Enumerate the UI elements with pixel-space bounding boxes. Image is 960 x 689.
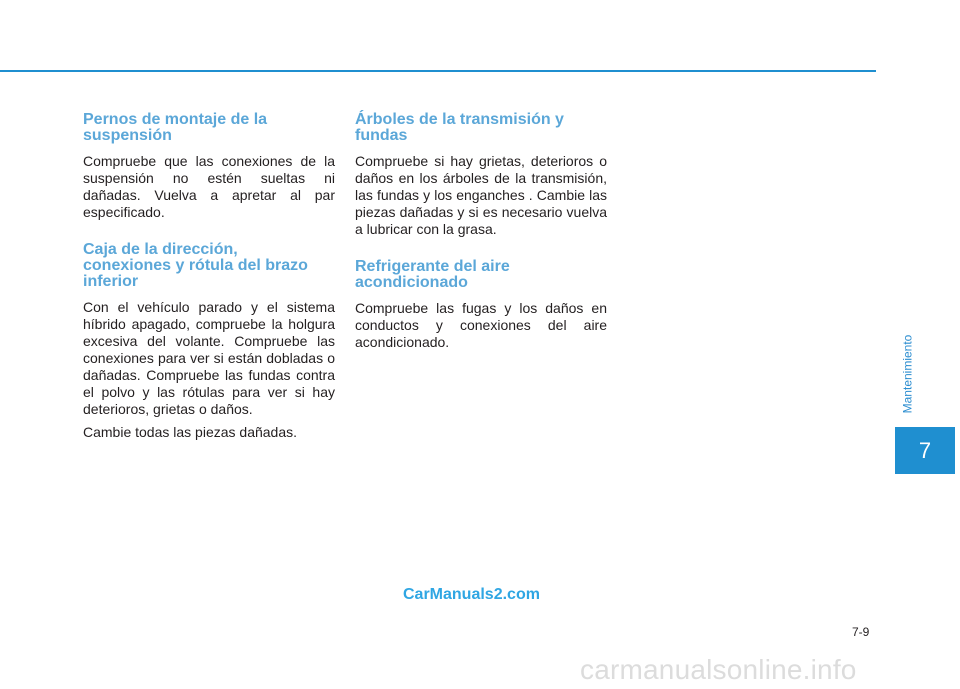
section-ac-refrigerant (355, 259, 607, 351)
chapter-tab (895, 427, 955, 474)
chapter-side-label (889, 326, 925, 422)
section-title-line: Árboles de la transmisión y (355, 111, 564, 128)
section-title-line: suspensión (83, 127, 172, 144)
paragraph: Compruebe si hay grietas, deterioros o daños en los árboles de la transmisión, las fundas y los enganches . Cambie las piezas dañadas y si es necesario vuelva a lubricar con la grasa. (355, 153, 607, 237)
page-number: 7-9 (852, 625, 870, 639)
chapter-number: 7 (918, 437, 932, 463)
section-drive-shafts (355, 112, 607, 238)
paragraph: Compruebe las fugas y los daños en conductos y conexiones del aire acondicionado. (355, 300, 607, 350)
section-title (83, 242, 335, 290)
paragraph: Compruebe que las conexiones de la suspensión no estén sueltas ni dañadas. Vuelva a apretar al par especificado. (83, 153, 335, 220)
section-title (83, 112, 335, 144)
header-rule (0, 70, 876, 72)
paragraph: Con el vehículo parado y el sistema híbrido apagado, compruebe la holgura excesiva del volante. Compruebe las conexiones para ver si están dobladas o dañadas. Compruebe las fundas contra el polvo y las rótulas para ver si hay deterioros, grietas o daños. (83, 299, 335, 417)
watermark-carmanualsonline: carmanualsonline.info (580, 654, 857, 685)
section-suspension-bolts (83, 112, 335, 221)
section-title-line: Caja de la dirección, (83, 241, 238, 258)
section-title-line: Refrigerante del aire (355, 258, 510, 275)
section-title-line: inferior (83, 273, 139, 290)
section-steering-box (83, 242, 335, 441)
chapter-label-text: Mantenimiento (900, 334, 914, 414)
section-title-line: Pernos de montaje de la (83, 111, 268, 128)
paragraph: Cambie todas las piezas dañadas. (83, 424, 298, 440)
watermark-carmanuals2: CarManuals2.com (403, 586, 540, 603)
section-title-line: acondicionado (355, 274, 468, 291)
section-title (355, 112, 607, 144)
middle-column (355, 112, 607, 372)
section-title-line: fundas (355, 127, 408, 144)
left-column (83, 112, 335, 462)
section-title (355, 259, 607, 291)
section-title-line: conexiones y rótula del brazo (83, 257, 308, 274)
